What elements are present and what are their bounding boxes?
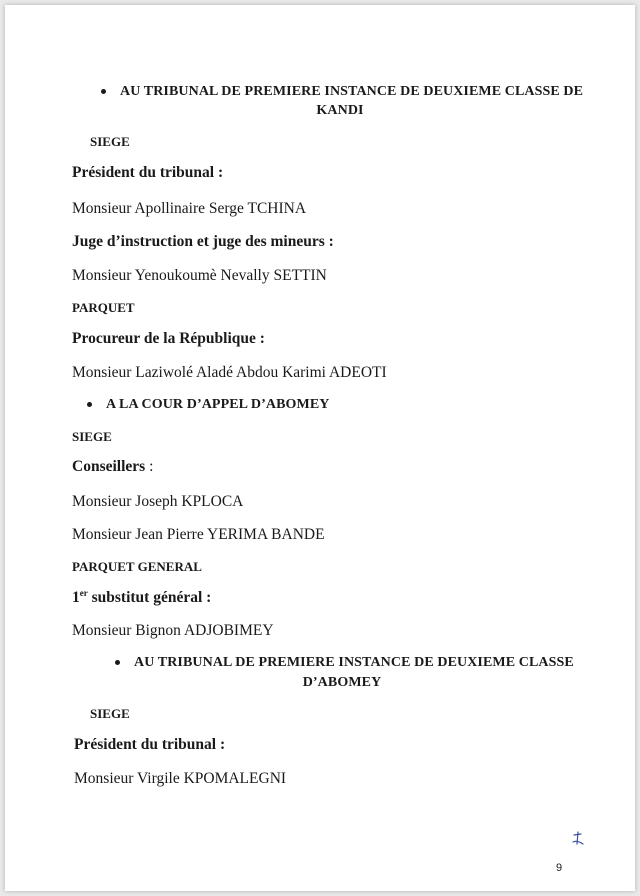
section1-heading: AU TRIBUNAL DE PREMIERE INSTANCE DE DEUXIEME CLASSE DE	[101, 84, 583, 100]
section3-president-name: Monsieur Virgile KPOMALEGNI	[74, 770, 287, 787]
section1-parquet: PARQUET	[72, 300, 135, 315]
bullet-icon	[115, 660, 120, 665]
section1-procureur-name: Monsieur Laziwolé Aladé Abdou Karimi ADEOTI	[72, 364, 387, 381]
document-page	[5, 5, 635, 891]
section2-conseiller-1: Monsieur Joseph KPLOCA	[72, 493, 244, 510]
section1-president-label: Président du tribunal :	[72, 164, 224, 181]
section1-juge-name: Monsieur Yenoukoumè Nevally SETTIN	[72, 267, 327, 284]
section3-siege: SIEGE	[90, 706, 130, 721]
section3-president-label: Président du tribunal :	[74, 736, 226, 753]
section2-parquet-general: PARQUET GENERAL	[72, 559, 202, 574]
section1-siege: SIEGE	[90, 134, 130, 149]
bullet-icon	[101, 89, 106, 94]
section1-heading-line2: KANDI	[316, 103, 364, 118]
section3-heading: AU TRIBUNAL DE PREMIERE INSTANCE DE DEUXIEME CLASSE	[115, 655, 574, 671]
section2-siege: SIEGE	[72, 429, 112, 444]
section3-heading-line2: D’ABOMEY	[302, 675, 382, 690]
section1-juge-label: Juge d’instruction et juge des mineurs :	[72, 233, 334, 250]
section1-procureur-label: Procureur de la République :	[72, 330, 265, 347]
page-number: 9	[556, 862, 563, 874]
bullet-icon	[87, 402, 92, 407]
section2-conseillers-label: Conseillers :	[72, 458, 154, 475]
handwritten-mark-icon	[571, 831, 585, 847]
section2-conseiller-2: Monsieur Jean Pierre YERIMA BANDE	[72, 526, 325, 543]
section2-substitut-name: Monsieur Bignon ADJOBIMEY	[72, 622, 274, 639]
section2-substitut-label: 1er substitut général :	[72, 588, 212, 606]
section1-president-name: Monsieur Apollinaire Serge TCHINA	[72, 200, 307, 217]
section2-heading: A LA COUR D’APPEL D’ABOMEY	[87, 397, 330, 413]
